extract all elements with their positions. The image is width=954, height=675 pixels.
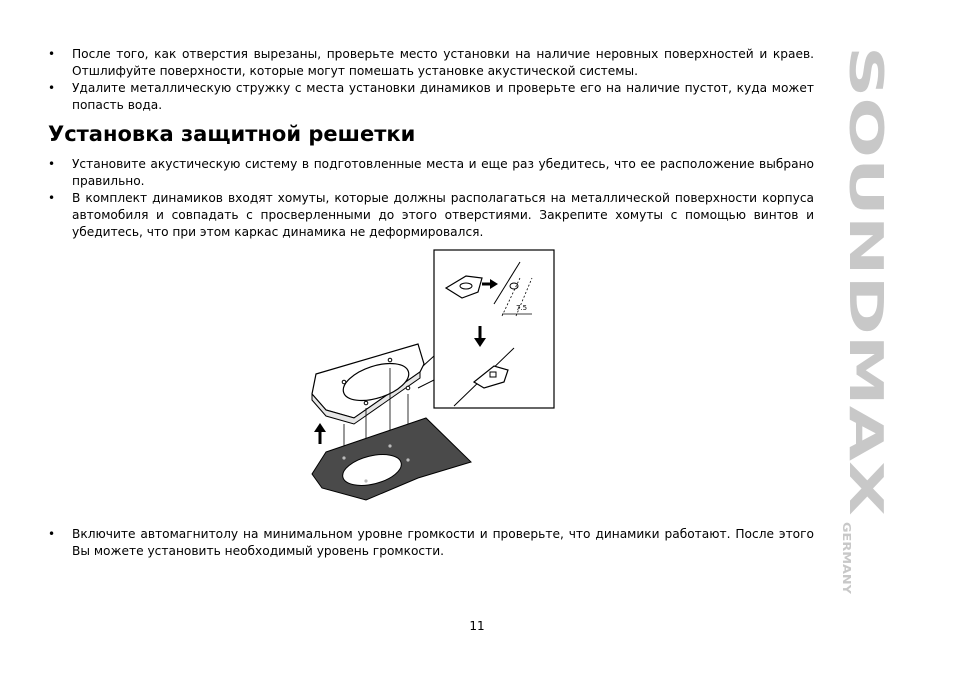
list-item: • Включите автомагнитолу на минимальном уровне громкости и проверьте, что динамики работают. После этого Вы можете установить необходимый уровень громкости.	[48, 526, 814, 560]
dimension-label: 7.5	[516, 304, 528, 312]
list-item: • Установите акустическую систему в подготовленные места и еще раз убедитесь, что ее расположение выбрано правильно.	[48, 156, 814, 190]
screw-hole	[388, 358, 392, 362]
screw-hole	[364, 401, 368, 405]
screw-hole	[342, 456, 345, 459]
list-item: • После того, как отверстия вырезаны, проверьте место установки на наличие неровных поверхностей и краев. Отшлифуйте поверхности, которые могут помешать установке акустической системы.	[48, 46, 814, 80]
list-item: • Удалите металлическую стружку с места установки динамиков и проверьте его на наличие пустот, куда может попасть вода.	[48, 80, 814, 114]
screw-hole	[364, 479, 367, 482]
list-item: • В комплект динамиков входят хомуты, которые должны располагаться на металлической поверхности корпуса автомобиля и совпадать с просверленными до этого отверстиями. Закрепите хомуты с помощью винтов и убедитесь, что при этом каркас динамика не деформировался.	[48, 190, 814, 241]
brand-sub: GERMANY	[840, 522, 853, 584]
bullet-list-2	[48, 156, 814, 241]
page-number: 11	[469, 619, 485, 633]
bullet-list-1	[48, 46, 814, 114]
brand-logo	[839, 40, 893, 600]
grille-installation-figure	[306, 248, 556, 512]
screw-hole	[342, 380, 346, 384]
brand-name: SOUNDMAX	[839, 46, 893, 350]
arrow-up-head	[314, 423, 326, 432]
screw-hole	[510, 283, 518, 289]
page-content	[48, 46, 814, 241]
screw-hole	[388, 444, 391, 447]
soundmax-logo	[839, 40, 893, 600]
closing-content	[48, 526, 814, 560]
clip-hole	[490, 372, 496, 377]
bullet-list-3	[48, 526, 814, 560]
installation-diagram	[306, 248, 556, 512]
screw-hole	[406, 386, 410, 390]
clip-hole	[460, 283, 472, 289]
callout-line	[418, 380, 434, 388]
section-heading: Установка защитной решетки	[48, 122, 416, 146]
screw-hole	[406, 458, 409, 461]
